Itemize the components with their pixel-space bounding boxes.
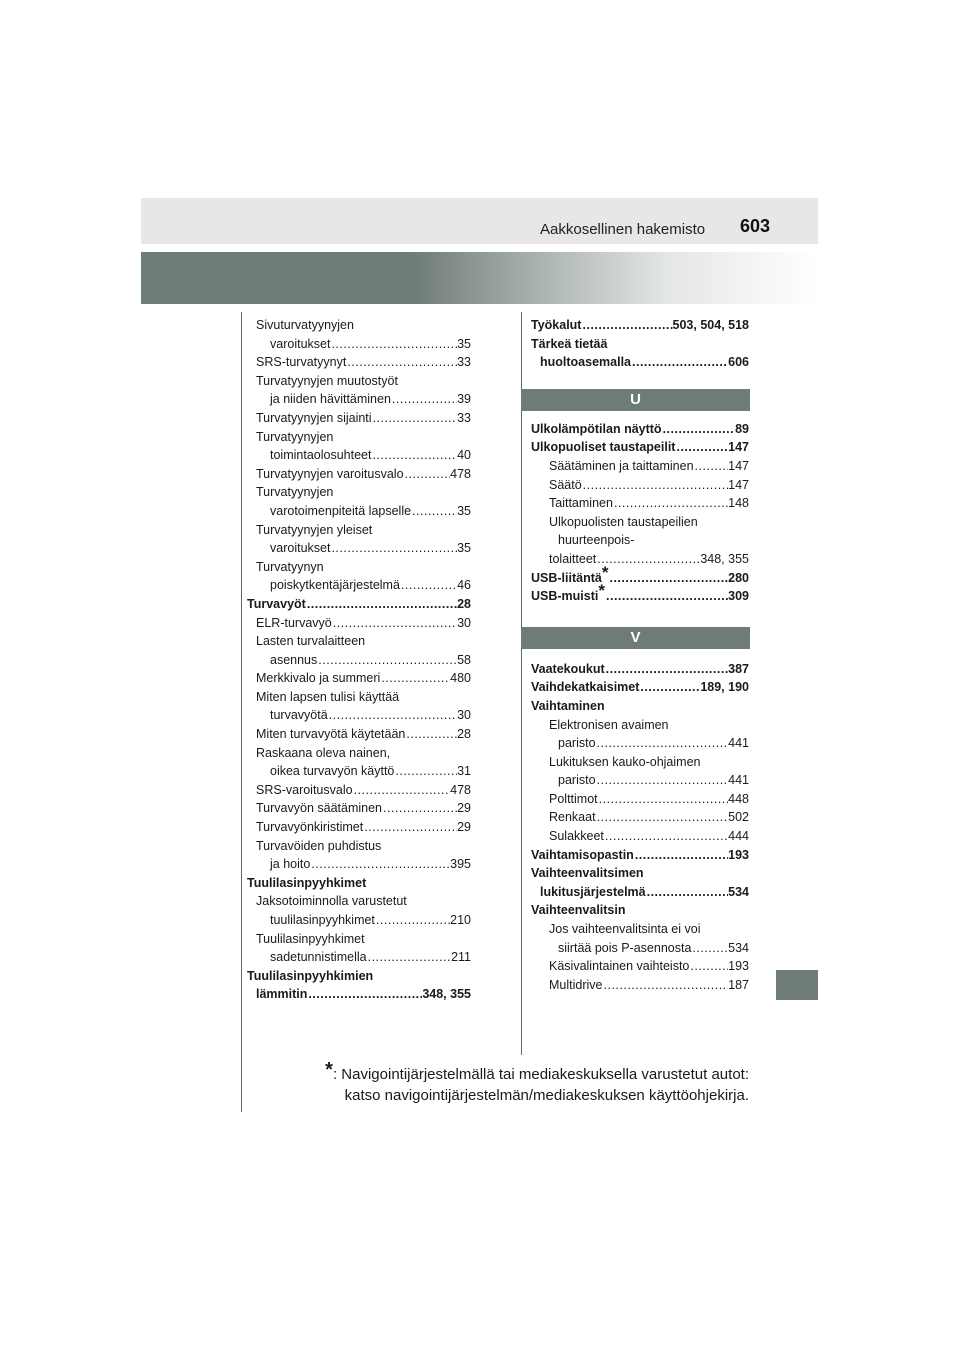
dot-leader bbox=[646, 883, 729, 902]
index-entry-page: 441 bbox=[728, 736, 749, 751]
index-entry-page: 387 bbox=[728, 661, 749, 676]
index-entry-label: Tuulilasinpyyhkimien bbox=[247, 968, 374, 983]
index-entry-label: ja niiden hävittäminen bbox=[270, 392, 391, 407]
index-entry-label: huoltoasemalla bbox=[540, 355, 631, 370]
index-entry-page: 46 bbox=[457, 578, 471, 593]
index-entry-label: huurteenpois- bbox=[558, 533, 635, 548]
index-entry-usb-muisti: USB-muisti * ..... 309 bbox=[531, 587, 749, 606]
index-entry-page: 502 bbox=[728, 810, 749, 825]
index-column-left bbox=[247, 316, 471, 1004]
index-entry-turvatyynyjen bbox=[247, 483, 471, 502]
dot-leader bbox=[382, 799, 457, 818]
index-entry-elektronisen-avaimen bbox=[531, 716, 749, 735]
index-entry-raskaana-oleva-nainen bbox=[247, 744, 471, 763]
index-entry-page: 33 bbox=[457, 410, 471, 425]
index-entry-label: SRS-varoitusvalo bbox=[256, 782, 353, 797]
index-entry-label: Elektronisen avaimen bbox=[549, 717, 669, 732]
index-entry-label: Turvatyynyn bbox=[256, 559, 324, 574]
index-entry-label: Jos vaihteenvalitsinta ei voi bbox=[549, 922, 701, 937]
index-entry-toimintaolosuhteet bbox=[247, 446, 471, 465]
index-entry-label: lämmitin bbox=[256, 987, 308, 1002]
index-entry-page: 534 bbox=[728, 940, 749, 955]
dot-leader bbox=[330, 335, 457, 354]
index-entry-label: USB-muisti bbox=[531, 589, 599, 604]
index-entry-miten-turvavyötä-käytetään bbox=[247, 725, 471, 744]
index-entry-page: 478 bbox=[450, 782, 471, 797]
index-entry-label: asennus bbox=[270, 652, 318, 667]
index-entry-tärkeä-tietää bbox=[531, 335, 749, 354]
index-entry-page: 148 bbox=[728, 496, 749, 511]
index-entry-label: Turvatyynyjen varoitusvalo bbox=[256, 466, 404, 481]
index-entry-page: 606 bbox=[728, 355, 749, 370]
index-entry-page: 395 bbox=[450, 857, 471, 872]
index-entry-merkkivalo-ja-summeri bbox=[247, 669, 471, 688]
dot-leader bbox=[598, 790, 729, 809]
dot-leader bbox=[310, 855, 450, 874]
index-entry-page: 187 bbox=[728, 977, 749, 992]
index-entry-vaihdekatkaisimet bbox=[531, 678, 749, 697]
index-entry-poiskytkentäjärjestelmä bbox=[247, 576, 471, 595]
dot-leader bbox=[662, 420, 736, 439]
index-column-right bbox=[531, 316, 749, 994]
dot-leader bbox=[394, 762, 457, 781]
index-entry-lämmitin bbox=[247, 985, 471, 1004]
index-entry-page: 480 bbox=[450, 671, 471, 686]
index-entry-turvatyynyjen bbox=[247, 428, 471, 447]
index-entry-säätö bbox=[531, 476, 749, 495]
index-entry-label: paristo bbox=[558, 736, 596, 751]
index-entry-polttimot bbox=[531, 790, 749, 809]
index-entry-label: varotoimenpiteitä lapselle bbox=[270, 503, 412, 518]
index-entry-turvatyynyjen-sijainti bbox=[247, 409, 471, 428]
index-entry-label: Vaihteenvalitsin bbox=[531, 903, 626, 918]
index-entry-käsivalintainen-vaihteisto bbox=[531, 957, 749, 976]
dot-leader bbox=[411, 502, 457, 521]
index-entry-label: Miten lapsen tulisi käyttää bbox=[256, 689, 400, 704]
index-entry-asennus bbox=[247, 651, 471, 670]
index-group-u bbox=[531, 420, 749, 606]
dot-leader bbox=[404, 465, 451, 484]
index-entry-page: 193 bbox=[728, 847, 749, 862]
footnote-asterisk: * bbox=[325, 1059, 333, 1081]
dot-leader bbox=[371, 446, 457, 465]
index-entry-page: 280 bbox=[728, 570, 749, 585]
index-entry-page: 534 bbox=[728, 884, 749, 899]
dot-leader bbox=[375, 911, 450, 930]
index-entry-elr-turvavyö bbox=[247, 614, 471, 633]
index-entry-page: 31 bbox=[457, 764, 471, 779]
dot-leader bbox=[332, 614, 457, 633]
index-entry-page: 35 bbox=[457, 336, 471, 351]
dot-leader bbox=[405, 725, 457, 744]
index-entry-label: USB-liitäntä bbox=[531, 570, 602, 585]
index-entry-turvavyöt bbox=[247, 595, 471, 614]
index-entry-page: 35 bbox=[457, 503, 471, 518]
dot-leader bbox=[353, 781, 451, 800]
page-header-title: Aakkosellinen hakemisto bbox=[540, 221, 706, 238]
index-entry-label: paristo bbox=[558, 773, 596, 788]
index-entry-vaihteenvalitsin bbox=[531, 901, 749, 920]
index-entry-säätäminen-ja-taittaminen bbox=[531, 457, 749, 476]
index-entry-turvatyynyjen-yleiset bbox=[247, 521, 471, 540]
section-header-v: V bbox=[521, 627, 750, 649]
dot-leader bbox=[363, 818, 457, 837]
index-entry-page: 478 bbox=[450, 466, 471, 481]
index-entry-turvatyynyjen-muutostyöt bbox=[247, 372, 471, 391]
index-entry-page: 348, 355 bbox=[422, 987, 471, 1002]
index-entry-ja-hoito bbox=[247, 855, 471, 874]
page-number: 603 bbox=[740, 216, 771, 236]
index-entry-label: Turvavyön säätäminen bbox=[256, 801, 382, 816]
index-entry-turvavöiden-puhdistus bbox=[247, 837, 471, 856]
index-entry-vaatekoukut bbox=[531, 660, 749, 679]
index-entry-sivuturvatyynyjen bbox=[247, 316, 471, 335]
index-entry-ulkolämpötilan-näyttö bbox=[531, 420, 749, 439]
index-entry-page: 40 bbox=[457, 448, 471, 463]
index-entry-label: Tuulilasinpyyhkimet bbox=[247, 875, 367, 890]
index-entry-label: Turvatyynyjen sijainti bbox=[256, 410, 372, 425]
index-entry-label: Vaihtamisopastin bbox=[531, 847, 634, 862]
dot-leader bbox=[631, 353, 728, 372]
index-entry-tuulilasinpyyhkimien bbox=[247, 967, 471, 986]
index-entry-label: Turvatyynyjen bbox=[256, 429, 334, 444]
dot-leader bbox=[380, 669, 450, 688]
index-entry-label: Sulakkeet bbox=[549, 829, 604, 844]
index-entry-label: Lasten turvalaitteen bbox=[256, 634, 366, 649]
index-entry-oikea-turvavyön-käyttö bbox=[247, 762, 471, 781]
footnote-line-1 bbox=[325, 1059, 749, 1085]
index-entry-tuulilasinpyyhkimet bbox=[247, 911, 471, 930]
index-entry-label: Sivuturvatyynyjen bbox=[256, 318, 354, 332]
index-entry-page: 309 bbox=[728, 589, 749, 604]
index-entry-label: ELR-turvavyö bbox=[256, 615, 332, 630]
index-entry-page: 35 bbox=[457, 541, 471, 556]
index-entry-label: lukitusjärjestelmä bbox=[540, 884, 646, 899]
index-entry-turvavyön-säätäminen bbox=[247, 799, 471, 818]
index-entry-page: 28 bbox=[457, 727, 471, 742]
index-entry-label: tolaitteet bbox=[549, 551, 597, 566]
column-divider bbox=[521, 312, 522, 1055]
index-entry-label: Jaksotoiminnolla varustetut bbox=[256, 894, 407, 909]
index-entry-huurteenpois bbox=[531, 531, 749, 550]
dot-leader bbox=[596, 771, 729, 790]
index-entry-label: SRS-turvatyynyt bbox=[256, 355, 347, 370]
dot-leader bbox=[306, 595, 457, 614]
index-entry-srs-varoitusvalo bbox=[247, 781, 471, 800]
dot-leader bbox=[596, 808, 729, 827]
index-entry-label: Ulkopuolisten taustapeilien bbox=[549, 514, 698, 529]
index-entry-label: sadetunnistimella bbox=[270, 950, 367, 965]
index-entry-tuulilasinpyyhkimet bbox=[247, 874, 471, 893]
index-entry-label: Säätö bbox=[549, 477, 582, 492]
dot-leader bbox=[689, 957, 728, 976]
index-entry-label: Tärkeä tietää bbox=[531, 336, 608, 351]
index-entry-paristo bbox=[531, 734, 749, 753]
index-entry-page: 30 bbox=[457, 708, 471, 723]
dot-leader bbox=[694, 457, 729, 476]
dot-leader bbox=[596, 550, 700, 569]
index-entry-siirtää-pois-p-asennosta bbox=[531, 939, 749, 958]
index-entry-tolaitteet bbox=[531, 550, 749, 569]
dot-leader bbox=[634, 846, 728, 865]
index-entry-label: Tuulilasinpyyhkimet bbox=[256, 931, 365, 946]
index-entry-label: varoitukset bbox=[270, 541, 331, 556]
index-entry-label: turvavyötä bbox=[270, 708, 328, 723]
dot-leader bbox=[581, 316, 672, 335]
index-entry-label: varoitukset bbox=[270, 336, 331, 351]
index-entry-page: 147 bbox=[728, 458, 749, 473]
index-entry-huoltoasemalla bbox=[531, 353, 749, 372]
index-entry-turvavyötä bbox=[247, 706, 471, 725]
index-entry-page: 211 bbox=[451, 950, 471, 965]
index-entry-page: 29 bbox=[457, 820, 471, 835]
index-entry-page: 147 bbox=[728, 440, 749, 455]
index-entry-jaksotoiminnolla-varustetut bbox=[247, 892, 471, 911]
index-entry-page: 58 bbox=[457, 652, 471, 667]
index-entry-page: 28 bbox=[457, 596, 471, 611]
dot-leader bbox=[691, 939, 728, 958]
index-entry-label: toimintaolosuhteet bbox=[270, 448, 372, 463]
header-band bbox=[141, 252, 818, 304]
index-entry-page: 444 bbox=[728, 829, 749, 844]
index-entry-label: Turvatyynyjen yleiset bbox=[256, 522, 373, 537]
index-entry-vaihteenvalitsimen bbox=[531, 864, 749, 883]
index-entry-varoitukset bbox=[247, 539, 471, 558]
index-entry-varotoimenpiteitä-lapselle bbox=[247, 502, 471, 521]
index-entry-taittaminen bbox=[531, 494, 749, 513]
index-entry-työkalut bbox=[531, 316, 749, 335]
header-bar bbox=[141, 198, 818, 244]
footnote-text-1: : Navigointijärjestelmällä tai mediakeskuksella varustetut autot: bbox=[332, 1066, 749, 1083]
dot-leader bbox=[639, 678, 700, 697]
footnote bbox=[325, 1059, 749, 1106]
dot-leader bbox=[604, 827, 728, 846]
index-entry-label: Ulkopuoliset taustapeilit bbox=[531, 440, 676, 455]
index-entry-page: 147 bbox=[728, 477, 749, 492]
index-entry-label: tuulilasinpyyhkimet bbox=[270, 913, 375, 927]
chapter-thumb-tab bbox=[776, 970, 818, 1000]
index-entry-label: ja hoito bbox=[270, 857, 311, 872]
dot-leader bbox=[675, 438, 728, 457]
index-entry-page: 193 bbox=[728, 959, 749, 974]
index-entry-sulakkeet bbox=[531, 827, 749, 846]
index-entry-lukitusjärjestelmä bbox=[531, 883, 749, 902]
index-entry-paristo bbox=[531, 771, 749, 790]
index-entry-page: 503, 504, 518 bbox=[672, 318, 749, 332]
index-entry-label: Vaihdekatkaisimet bbox=[531, 680, 640, 695]
index-entry-ulkopuolisten-taustapeilien bbox=[531, 513, 749, 532]
index-group-t-continued bbox=[531, 316, 749, 372]
dot-leader bbox=[608, 569, 728, 588]
dot-leader bbox=[582, 476, 728, 495]
left-margin-rule bbox=[241, 312, 242, 1112]
index-entry-page: 39 bbox=[457, 392, 471, 407]
index-entry-lukituksen-kauko-ohjaimen bbox=[531, 753, 749, 772]
index-entry-page: 89 bbox=[735, 421, 749, 436]
dot-leader bbox=[367, 948, 451, 967]
dot-leader bbox=[307, 985, 422, 1004]
index-entry-turvavyönkiristimet bbox=[247, 818, 471, 837]
index-entry-label: Raskaana oleva nainen, bbox=[256, 745, 391, 760]
dot-leader bbox=[605, 660, 729, 679]
footnote-line-2: katso navigointijärjestelmän/mediakeskuksen käyttöohjekirja. bbox=[344, 1087, 749, 1104]
index-entry-label: Vaihtaminen bbox=[531, 698, 605, 713]
index-entry-label: Turvatyynyjen bbox=[256, 485, 334, 500]
index-entry-page: 448 bbox=[728, 791, 749, 806]
index-entry-label: Multidrive bbox=[549, 977, 603, 992]
index-entry-page: 189, 190 bbox=[700, 680, 749, 695]
index-entry-page: 210 bbox=[450, 913, 471, 927]
index-entry-label: Miten turvavyötä käytetään bbox=[256, 727, 406, 742]
dot-leader bbox=[596, 734, 729, 753]
index-entry-lasten-turvalaitteen bbox=[247, 632, 471, 651]
index-entry-label: poiskytkentäjärjestelmä bbox=[270, 578, 400, 593]
index-entry-label: Ulkolämpötilan näyttö bbox=[531, 421, 662, 436]
index-entry-renkaat bbox=[531, 808, 749, 827]
index-entry-label: Vaatekoukut bbox=[531, 661, 605, 676]
index-entry-vaihtamisopastin bbox=[531, 846, 749, 865]
index-entry-sadetunnistimella bbox=[247, 948, 471, 967]
index-entry-label: Vaihteenvalitsimen bbox=[531, 866, 644, 881]
index-entry-vaihtaminen bbox=[531, 697, 749, 716]
dot-leader bbox=[605, 587, 728, 606]
index-entry-turvatyynyn bbox=[247, 558, 471, 577]
dot-leader bbox=[400, 576, 457, 595]
index-entry-page: 33 bbox=[457, 355, 471, 370]
index-entry-multidrive bbox=[531, 976, 749, 995]
index-entry-label: Turvavöiden puhdistus bbox=[256, 838, 382, 853]
index-entry-ja-niiden-hävittäminen bbox=[247, 390, 471, 409]
dot-leader bbox=[346, 353, 457, 372]
index-entry-page: 30 bbox=[457, 615, 471, 630]
index-entry-miten-lapsen-tulisi-käyttää bbox=[247, 688, 471, 707]
index-entry-label: Turvatyynyjen muutostyöt bbox=[256, 373, 398, 388]
index-entry-label: Lukituksen kauko-ohjaimen bbox=[549, 754, 701, 769]
dot-leader bbox=[330, 539, 457, 558]
index-entry-label: Merkkivalo ja summeri bbox=[256, 671, 381, 686]
index-entry-varoitukset bbox=[247, 335, 471, 354]
dot-leader bbox=[328, 706, 457, 725]
index-entry-label: siirtää pois P-asennosta bbox=[558, 940, 692, 955]
index-entry-label: Turvavyöt bbox=[247, 596, 306, 611]
index-entry-label: Käsivalintainen vaihteisto bbox=[549, 959, 690, 974]
index-entry-label: Polttimot bbox=[549, 791, 598, 806]
index-entry-label: Renkaat bbox=[549, 810, 596, 825]
dot-leader bbox=[603, 976, 729, 995]
dot-leader bbox=[391, 390, 457, 409]
dot-leader bbox=[372, 409, 458, 428]
index-entry-page: 29 bbox=[457, 801, 471, 816]
dot-leader bbox=[613, 494, 728, 513]
index-entry-page: 441 bbox=[728, 773, 749, 788]
index-entry-label: Taittaminen bbox=[549, 496, 613, 511]
index-entry-turvatyynyjen-varoitusvalo bbox=[247, 465, 471, 484]
section-header-u: U bbox=[521, 389, 750, 411]
index-entry-page: 348, 355 bbox=[700, 551, 749, 566]
index-entry-ulkopuoliset-taustapeilit bbox=[531, 438, 749, 457]
index-entry-label: Säätäminen ja taittaminen bbox=[549, 458, 694, 473]
index-entry-label: Turvavyönkiristimet bbox=[256, 820, 364, 835]
index-entry-usb-liitäntä: USB-liitäntä * ..... 280 bbox=[531, 569, 749, 588]
index-group-v bbox=[531, 660, 749, 995]
index-entry-label: Työkalut bbox=[531, 318, 582, 332]
index-entry-label: oikea turvavyön käyttö bbox=[270, 764, 395, 779]
dot-leader bbox=[317, 651, 457, 670]
index-entry-jos-vaihteenvalitsinta-ei-voi bbox=[531, 920, 749, 939]
index-entry-srs-turvatyynyt bbox=[247, 353, 471, 372]
index-entry-tuulilasinpyyhkimet bbox=[247, 930, 471, 949]
